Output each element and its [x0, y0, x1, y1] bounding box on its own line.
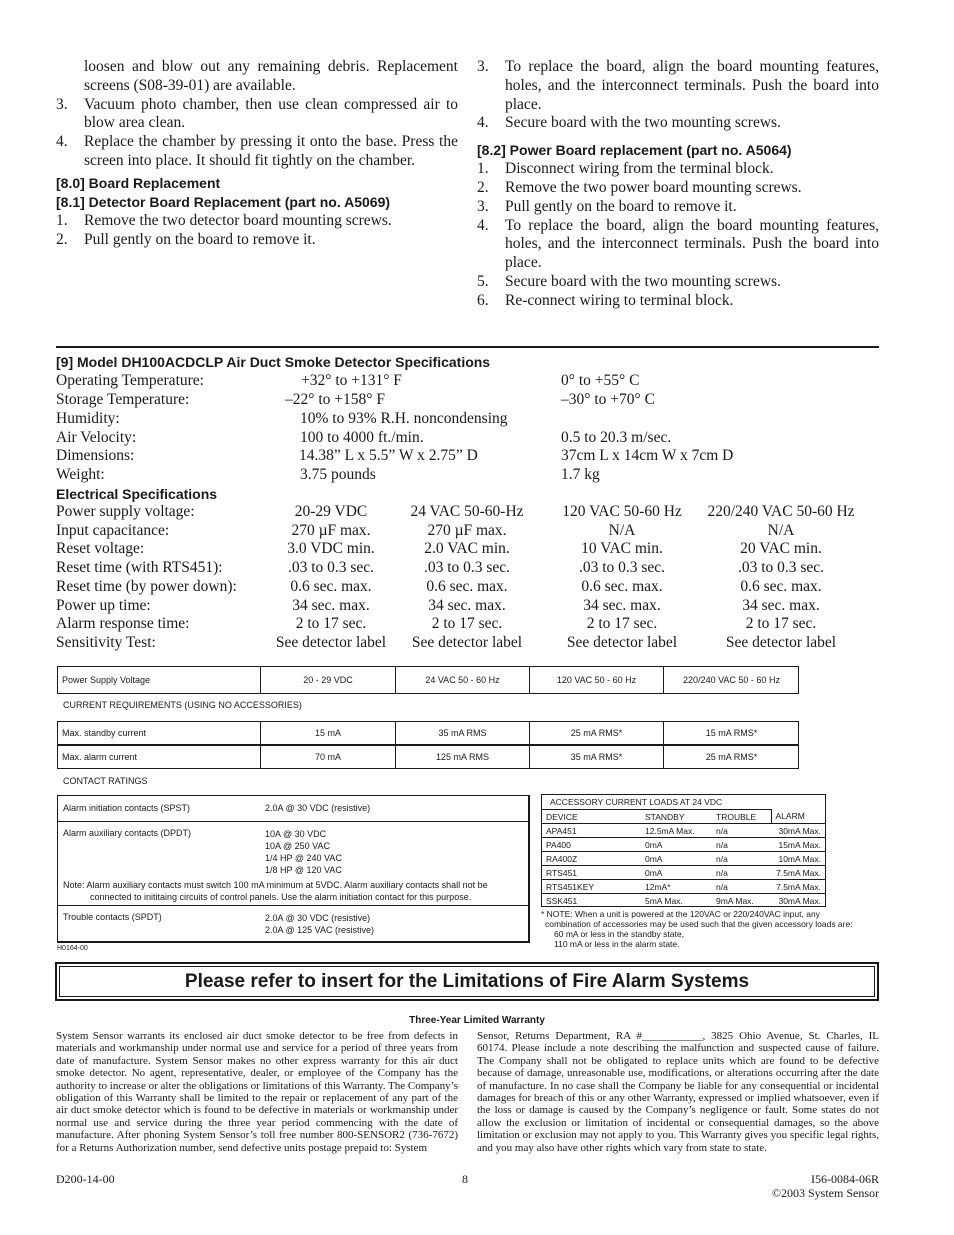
dpdt-values: 10A @ 30 VDC 10A @ 250 VAC 1/4 HP @ 240 VAC 1/8 HP @ 120 VAC [265, 829, 342, 875]
spec-label: Power supply voltage: [56, 503, 195, 520]
footer-doc-number: I56-0084-06R [811, 1172, 879, 1186]
page-number: 8 [462, 1172, 468, 1186]
table-cell: 35 mA RMS [395, 722, 529, 744]
table-row: APA451 12.5mA Max. n/a 30mA Max. [542, 824, 825, 838]
limitations-banner [55, 962, 879, 1001]
spec-label: Reset time (with RTS451): [56, 559, 223, 577]
spec-value: 34 sec. max. [742, 596, 820, 614]
table-cell: 15 mA RMS* [663, 722, 799, 744]
footer-copyright: ©2003 System Sensor [771, 1186, 879, 1200]
alarm-current-row [57, 745, 799, 769]
dpdt-label: Alarm auxiliary contacts (DPDT) [63, 828, 192, 838]
specifications-heading: [9] Model DH100ACDCLP Air Duct Smoke Detector Specifications [56, 354, 491, 370]
spec-value: 270 µF max. [291, 521, 371, 539]
table-row: RTS451KEY 12mA* n/a 7.5mA Max. [542, 880, 825, 894]
list-item: 4. Replace the chamber by pressing it onto the base. Press the screen into place. It should fit tightly on the chamber. [56, 133, 458, 169]
accessory-table-title: ACCESSORY CURRENT LOADS AT 24 VDC [550, 797, 723, 807]
accessory-table-body [542, 809, 825, 907]
right-column [477, 58, 879, 311]
current-requirements-caption: CURRENT REQUIREMENTS (USING NO ACCESSORIES) [63, 700, 302, 710]
spec-row: Storage Temperature: –22° to +158° F –30° to +70° C [56, 391, 655, 408]
section-heading-detector-board: [8.1] Detector Board Replacement (part no. A5069) [56, 193, 391, 210]
spec-value: See detector label [566, 633, 678, 651]
table-cell: 70 mA [260, 746, 395, 768]
spec-value: 120 VAC 50-60 Hz [562, 503, 682, 520]
spec-label: Reset time (by power down): [56, 577, 237, 595]
spec-row: Dimensions: 14.38” L x 5.5” W x 2.75” D 37cm L x 14cm W x 7cm D [56, 447, 734, 464]
continued-step-text: loosen and blow out any remaining debris. Replacement screens (S08-39-01) are available. [84, 58, 458, 94]
spec-value: 2 to 17 sec. [745, 615, 817, 633]
spec-value: .03 to 0.3 sec. [287, 559, 375, 577]
list-item: 3. To replace the board, align the board mounting features, holes, and the interconnect terminals. Push the board into place. [477, 58, 879, 113]
list-item: 4. Secure board with the two mounting screws. [477, 114, 781, 132]
row-divider [58, 905, 528, 906]
spec-value: N/A [767, 521, 795, 539]
figure-id: H0164-00 [57, 945, 88, 952]
electrical-spec-row [56, 597, 886, 616]
footer-right [772, 1172, 879, 1200]
accessory-loads-table [541, 794, 826, 907]
contact-ratings-caption: CONTACT RATINGS [63, 776, 148, 786]
list-item: 2. Pull gently on the board to remove it. [56, 230, 316, 248]
table-row: RTS451 0mA n/a 7.5mA Max. [542, 866, 825, 880]
table-cell: 25 mA RMS* [663, 746, 799, 768]
list-item: 6. Re-connect wiring to terminal block. [477, 291, 734, 309]
table-cell: 125 mA RMS [395, 746, 529, 768]
spec-value: N/A [608, 521, 636, 539]
table-cell: 15 mA [260, 722, 395, 744]
spec-label: Input capacitance: [56, 521, 170, 539]
list-item: 3. Vacuum photo chamber, then use clean compressed air to blow area clean. [56, 95, 458, 132]
table-cell: Max. alarm current [62, 752, 138, 762]
spec-value: 24 VAC 50-60-Hz [410, 503, 524, 520]
spec-value: 34 sec. max. [583, 596, 661, 614]
electrical-spec-row [56, 540, 886, 559]
warranty-title: Three-Year Limited Warranty [409, 1015, 545, 1026]
spec-value: 34 sec. max. [428, 596, 506, 614]
table-row: RA400Z 0mA n/a 10mA Max. [542, 852, 825, 866]
table-cell: 35 mA RMS* [529, 746, 663, 768]
banner-text: Please refer to insert for the Limitations of Fire Alarm Systems [59, 966, 875, 997]
row-divider [58, 821, 528, 822]
spec-value: 10 VAC min. [581, 540, 663, 558]
trouble-label: Trouble contacts (SPDT) [63, 912, 162, 922]
table-header-row: DEVICE STANDBY TROUBLE ALARM [542, 810, 825, 824]
spec-value: 3.0 VDC min. [287, 540, 375, 558]
spec-row: Humidity: 10% to 93% R.H. noncondensing [56, 410, 508, 427]
list-item: 1. Disconnect wiring from the terminal block. [477, 160, 774, 178]
table-cell: Power Supply Voltage [62, 675, 151, 685]
table-cell: 220/240 VAC 50 - 60 Hz [663, 667, 799, 693]
spec-row: Air Velocity: 100 to 4000 ft./min. 0.5 to 20.3 m/sec. [56, 429, 672, 446]
contact-ratings-table [57, 795, 530, 943]
table-cell: Max. standby current [62, 728, 147, 738]
list-item: 3. Pull gently on the board to remove it. [477, 197, 737, 215]
table-cell: 24 VAC 50 - 60 Hz [395, 667, 529, 693]
spec-label: Power up time: [56, 596, 151, 614]
spec-value: 0.6 sec. max. [290, 577, 372, 595]
electrical-spec-row [56, 634, 886, 653]
table-cell: 20 - 29 VDC [260, 667, 395, 693]
footer-doc-code: D200-14-00 [56, 1172, 115, 1186]
spec-row: Operating Temperature: +32° to +131° F 0° to +55° C [56, 372, 640, 389]
spec-value: See detector label [275, 633, 387, 651]
spec-label: Sensitivity Test: [56, 633, 156, 651]
spec-label: Reset voltage: [56, 540, 145, 558]
electrical-spec-row [56, 503, 886, 522]
list-item: 2. Remove the two power board mounting screws. [477, 178, 802, 196]
spec-value: 220/240 VAC 50-60 Hz [707, 503, 855, 520]
spec-label: Alarm response time: [56, 615, 190, 633]
left-column [56, 58, 458, 249]
table-cell: 25 mA RMS* [529, 722, 663, 744]
table-row: SSK451 5mA Max. 9mA Max. 30mA Max. [542, 894, 825, 908]
spec-value: 0.6 sec. max. [581, 577, 663, 595]
section-divider [56, 346, 879, 348]
table-row: PA400 0mA n/a 15mA Max. [542, 838, 825, 852]
spec-value: See detector label [725, 633, 837, 651]
electrical-specs-heading: Electrical Specifications [56, 486, 218, 502]
spec-value: 2 to 17 sec. [586, 615, 658, 633]
trouble-values: 2.0A @ 30 VDC (resistive) 2.0A @ 125 VAC (resistive) [265, 913, 375, 935]
warranty-right-text: Sensor, Returns Department, RA #___________, 3825 Ohio Avenue, St. Charles, IL 60174. Please include a note describing the malfunction and suspected cause of failure. The Company shall not be obligated to replace units which are found to be defective because of damage, unreasonable use, modifications, or alterations occurring after the date of manufacture. In no case shall the Company be liable for any consequential or incidental damages for breach of this or any other Warranty, expressed or implied whatsoever, even if the loss or damage is caused by the Company’s negligence or fault. Some states do not allow the exclusion or limitation of incidental or consequential damages, so the above limitation or exclusion may not apply to you. This Warranty gives you specific legal rights, and you may also have other rights which vary from state to state. [477, 1030, 879, 1154]
spec-row: Weight: 3.75 pounds 1.7 kg [56, 466, 600, 483]
spst-label: Alarm initiation contacts (SPST) [63, 803, 191, 813]
spec-value: .03 to 0.3 sec. [423, 559, 511, 577]
spec-value: 2 to 17 sec. [295, 615, 367, 633]
list-item: 5. Secure board with the two mounting screws. [477, 272, 781, 290]
table-cell: 120 VAC 50 - 60 Hz [529, 667, 663, 693]
spec-value: .03 to 0.3 sec. [737, 559, 825, 577]
spec-value: 2.0 VAC min. [424, 540, 510, 558]
supply-voltage-row [57, 666, 799, 694]
spst-value: 2.0A @ 30 VDC (resistive) [265, 803, 371, 813]
spec-value: 20-29 VDC [294, 503, 368, 520]
spec-value: .03 to 0.3 sec. [578, 559, 666, 577]
electrical-spec-row [56, 522, 886, 541]
electrical-spec-row [56, 615, 886, 634]
spec-value: 2 to 17 sec. [431, 615, 503, 633]
section-heading-board-replacement: [8.0] Board Replacement [56, 174, 221, 191]
accessory-note: * NOTE: When a unit is powered at the 120VAC or 220/240VAC input, any combination of accessories may be used such that the given accessory loads are: 60 mA or less in the standby state, 110 mA or less in the alarm state. [541, 909, 853, 949]
spec-value: 34 sec. max. [292, 596, 370, 614]
warranty-left-text: System Sensor warrants its enclosed air duct smoke detector to be free from defects in materials and workmanship under normal use and service for a period of three years from date of manufacture. System Sensor makes no other express warranty for this air duct smoke detector. No agent, representative, dealer, or employee of the Company has the authority to increase or alter the obligations or limitations of this Warranty. The Company’s obligation of this Warranty shall be limited to the repair or replacement of any part of the air duct smoke detector which is found to be defective in materials or workmanship under normal use and service during the three year period commencing with the date of manufacture. After phoning System Sensor’s toll free number 800-SENSOR2 (736-7672) for a Returns Authorization number, send defective units postage prepaid to: System [56, 1030, 458, 1154]
electrical-spec-row [56, 559, 886, 578]
list-item: 1. Remove the two detector board mounting screws. [56, 211, 392, 229]
section-heading-power-board: [8.2] Power Board replacement (part no. A5064) [477, 142, 792, 159]
list-item: 4. To replace the board, align the board mounting features, holes, and the interconnect terminals. Push the board into place. [477, 216, 879, 272]
spec-value: 20 VAC min. [740, 540, 822, 558]
electrical-spec-row [56, 578, 886, 597]
spec-value: 0.6 sec. max. [426, 577, 508, 595]
spec-value: See detector label [411, 633, 523, 651]
spec-value: 270 µF max. [427, 521, 507, 539]
contacts-note: Note: Alarm auxiliary contacts must switch 100 mA minimum at 5VDC. Alarm auxiliary contacts shall not be connected to inititaing circuits of control panels. Use the alarm initiation contact for this purpose. [63, 880, 488, 902]
spec-value: 0.6 sec. max. [740, 577, 822, 595]
standby-current-row [57, 721, 799, 745]
